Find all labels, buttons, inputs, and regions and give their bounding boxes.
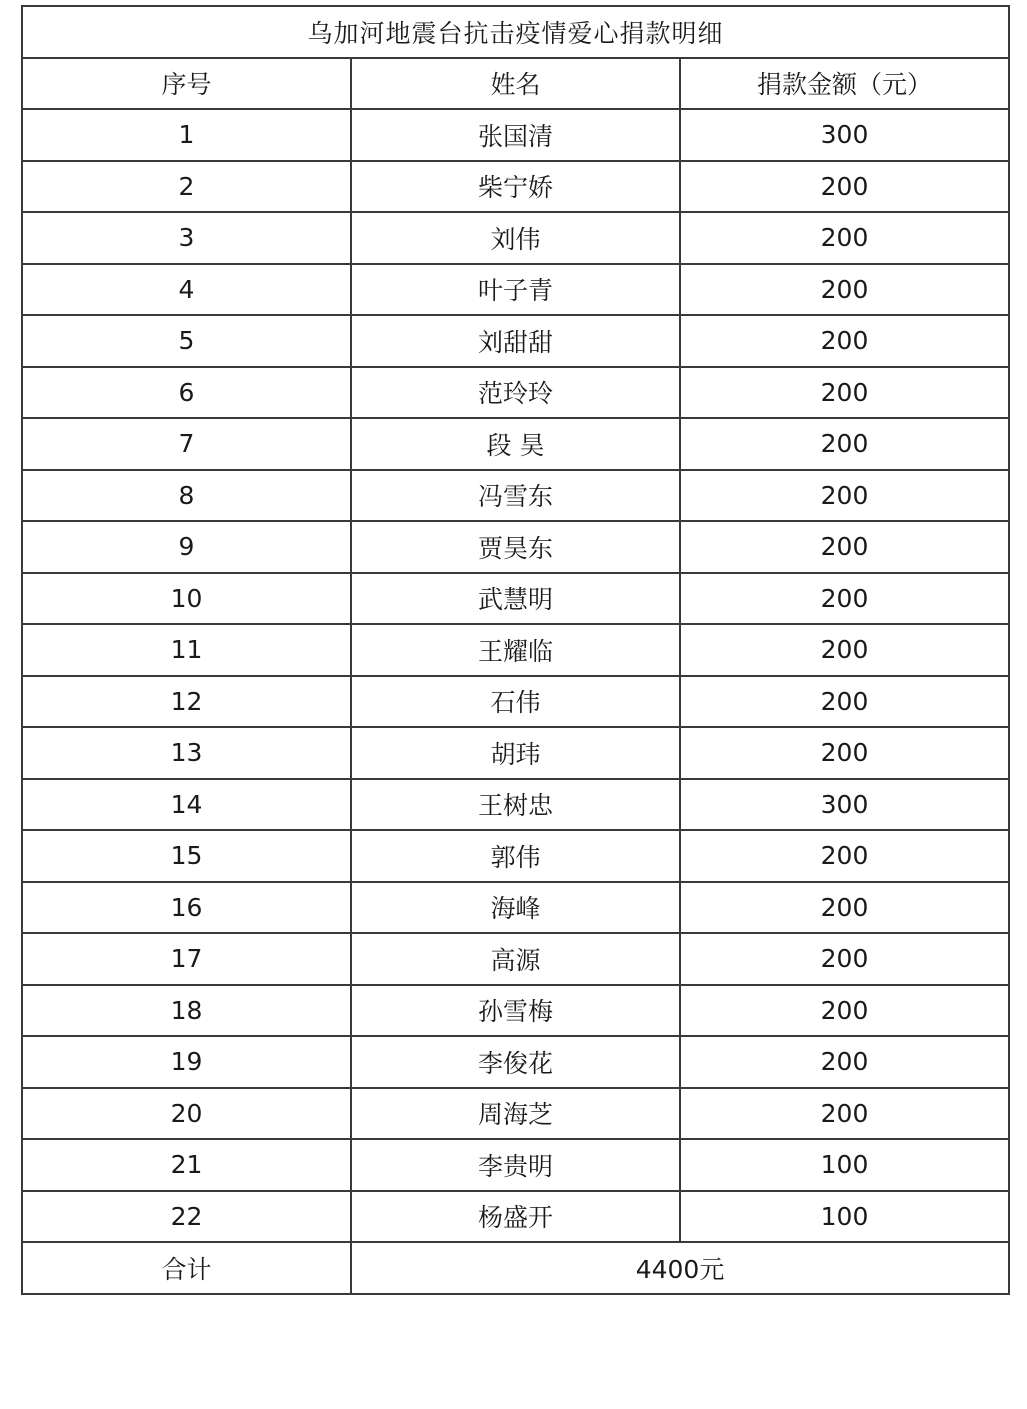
row-amount: 300 — [680, 109, 1009, 161]
row-index: 12 — [22, 676, 351, 728]
row-name: 胡玮 — [351, 727, 680, 779]
row-amount: 200 — [680, 521, 1009, 573]
row-index: 13 — [22, 727, 351, 779]
total-label: 合计 — [22, 1242, 351, 1294]
row-amount: 200 — [680, 676, 1009, 728]
table-row — [22, 727, 1009, 779]
row-name: 王树忠 — [351, 779, 680, 831]
table-row — [22, 470, 1009, 522]
row-name: 李贵明 — [351, 1139, 680, 1191]
table-row — [22, 985, 1009, 1037]
row-name: 刘甜甜 — [351, 315, 680, 367]
title-row — [22, 6, 1009, 58]
table-row — [22, 676, 1009, 728]
table-row — [22, 830, 1009, 882]
row-index: 11 — [22, 624, 351, 676]
row-index: 6 — [22, 367, 351, 419]
table-row — [22, 1139, 1009, 1191]
row-index: 17 — [22, 933, 351, 985]
row-name: 周海芝 — [351, 1088, 680, 1140]
row-index: 16 — [22, 882, 351, 934]
table-row — [22, 882, 1009, 934]
table-row — [22, 521, 1009, 573]
row-name: 李俊花 — [351, 1036, 680, 1088]
row-amount: 200 — [680, 418, 1009, 470]
table-row — [22, 315, 1009, 367]
table-row — [22, 779, 1009, 831]
header-index: 序号 — [22, 58, 351, 110]
table-row — [22, 212, 1009, 264]
row-name: 杨盛开 — [351, 1191, 680, 1243]
row-amount: 200 — [680, 470, 1009, 522]
header-row — [22, 58, 1009, 110]
row-amount: 200 — [680, 1088, 1009, 1140]
row-index: 22 — [22, 1191, 351, 1243]
table-row — [22, 1036, 1009, 1088]
row-amount: 300 — [680, 779, 1009, 831]
table-row — [22, 109, 1009, 161]
row-index: 21 — [22, 1139, 351, 1191]
table-row — [22, 161, 1009, 213]
total-row — [22, 1242, 1009, 1294]
row-index: 14 — [22, 779, 351, 831]
row-name: 范玲玲 — [351, 367, 680, 419]
row-amount: 200 — [680, 882, 1009, 934]
table-row — [22, 418, 1009, 470]
row-amount: 200 — [680, 212, 1009, 264]
total-value: 4400元 — [351, 1242, 1009, 1294]
row-name: 孙雪梅 — [351, 985, 680, 1037]
row-name: 冯雪东 — [351, 470, 680, 522]
row-name: 贾昊东 — [351, 521, 680, 573]
table-row — [22, 933, 1009, 985]
row-name: 叶子青 — [351, 264, 680, 316]
row-index: 15 — [22, 830, 351, 882]
row-amount: 200 — [680, 624, 1009, 676]
row-index: 4 — [22, 264, 351, 316]
row-amount: 200 — [680, 367, 1009, 419]
header-amount: 捐款金额（元） — [680, 58, 1009, 110]
row-name: 张国清 — [351, 109, 680, 161]
table-title: 乌加河地震台抗击疫情爱心捐款明细 — [22, 6, 1009, 58]
row-name: 高源 — [351, 933, 680, 985]
row-index: 5 — [22, 315, 351, 367]
row-amount: 200 — [680, 315, 1009, 367]
table-row — [22, 1191, 1009, 1243]
row-index: 18 — [22, 985, 351, 1037]
row-amount: 100 — [680, 1191, 1009, 1243]
row-name: 石伟 — [351, 676, 680, 728]
row-name: 海峰 — [351, 882, 680, 934]
row-amount: 200 — [680, 264, 1009, 316]
table-row — [22, 367, 1009, 419]
row-amount: 100 — [680, 1139, 1009, 1191]
row-name: 郭伟 — [351, 830, 680, 882]
table-body — [22, 109, 1009, 1242]
row-amount: 200 — [680, 727, 1009, 779]
row-name: 段 昊 — [351, 418, 680, 470]
row-amount: 200 — [680, 161, 1009, 213]
row-index: 1 — [22, 109, 351, 161]
row-name: 王耀临 — [351, 624, 680, 676]
row-index: 7 — [22, 418, 351, 470]
row-amount: 200 — [680, 573, 1009, 625]
row-name: 柴宁娇 — [351, 161, 680, 213]
table-row — [22, 1088, 1009, 1140]
row-index: 20 — [22, 1088, 351, 1140]
row-index: 10 — [22, 573, 351, 625]
row-index: 8 — [22, 470, 351, 522]
row-amount: 200 — [680, 933, 1009, 985]
row-amount: 200 — [680, 985, 1009, 1037]
row-name: 武慧明 — [351, 573, 680, 625]
row-amount: 200 — [680, 830, 1009, 882]
table-row — [22, 573, 1009, 625]
row-amount: 200 — [680, 1036, 1009, 1088]
row-name: 刘伟 — [351, 212, 680, 264]
row-index: 2 — [22, 161, 351, 213]
row-index: 3 — [22, 212, 351, 264]
header-name: 姓名 — [351, 58, 680, 110]
table-row — [22, 624, 1009, 676]
row-index: 9 — [22, 521, 351, 573]
table-row — [22, 264, 1009, 316]
donation-table — [21, 5, 1010, 1295]
row-index: 19 — [22, 1036, 351, 1088]
